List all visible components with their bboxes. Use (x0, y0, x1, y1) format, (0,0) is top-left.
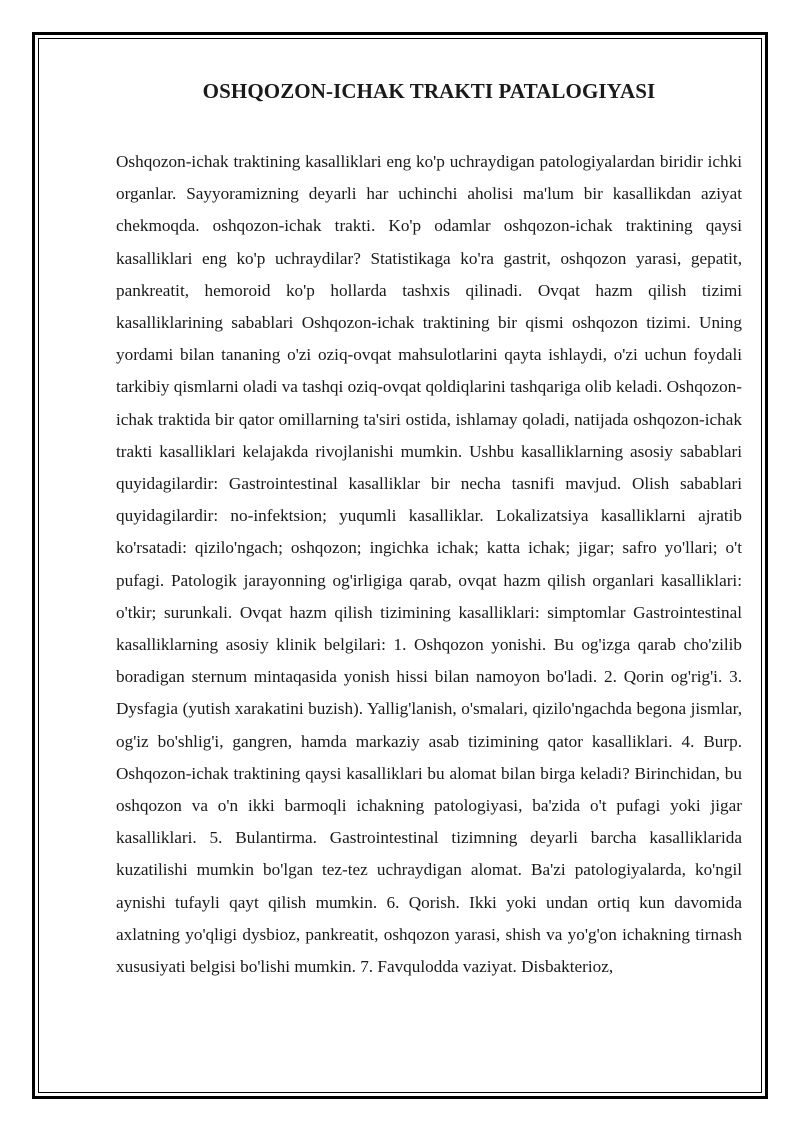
body-paragraph: Oshqozon-ichak traktining kasalliklari eng ko'p uchraydigan patologiyalardan biridir ichki organlar. Sayyoramizning deyarli har uchinchi aholisi ma'lum bir kasallikdan aziyat chekmoqda. oshqozon-ichak trakti. Ko'p odamlar oshqozon-ichak traktining qaysi kasalliklari eng ko'p uchraydilar? Statistikaga ko'ra gastrit, oshqozon yarasi, gepatit, pankreatit, hemoroid ko'p hollarda tashxis qilinadi. Ovqat hazm qilish tizimi kasalliklarining sabablari Oshqozon-ichak traktining bir qismi oshqozon tizimi. Uning yordami bilan tananing o'zi oziq-ovqat mahsulotlarini qayta ishlaydi, o'zi uchun foydali tarkibiy qismlarni oladi va tashqi oziq-ovqat qoldiqlarini tashqariga olib keladi. Oshqozon-ichak traktida bir qator omillarning ta'siri ostida, ishlamay qoladi, natijada oshqozon-ichak trakti kasalliklari kelajakda rivojlanishi mumkin. Ushbu kasalliklarning asosiy sabablari quyidagilardir: Gastrointestinal kasalliklar bir necha tasnifi mavjud. Olish sabablari quyidagilardir: no-infektsion; yuqumli kasalliklar. Lokalizatsiya kasalliklarni ajratib ko'rsatadi: qizilo'ngach; oshqozon; ingichka ichak; katta ichak; jigar; safro yo'llari; o't pufagi. Patologik jarayonning og'irligiga qarab, ovqat hazm qilish organlari kasalliklari: o'tkir; surunkali. Ovqat hazm qilish tizimining kasalliklari: simptomlar Gastrointestinal kasalliklarning asosiy klinik belgilari: 1. Oshqozon yonishi. Bu og'izga qarab cho'zilib boradigan sternum mintaqasida yonish hissi bilan namoyon bo'ladi. 2. Qorin og'rig'i. 3. Dysfagia (yutish xarakatini buzish). Yallig'lanish, o'smalari, qizilo'ngachda begona jismlar, og'iz bo'shlig'i, gangren, hamda markaziy asab tizimining qator kasalliklari. 4. Burp. Oshqozon-ichak traktining qaysi kasalliklari bu alomat bilan birga keladi? Birinchidan, bu oshqozon va o'n ikki barmoqli ichakning patologiyasi, ba'zida o't pufagi yoki jigar kasalliklari. 5. Bulantirma. Gastrointestinal tizimning deyarli barcha kasalliklarida kuzatilishi mumkin bo'lgan tez-tez uchraydigan alomat. Ba'zi patologiyalarda, ko'ngil aynishi tufayli qayt qilish mumkin. 6. Qorish. Ikki yoki undan ortiq kun davomida axlatning yo'qligi dysbioz, pankreatit, oshqozon yarasi, shish va yo'g'on ichakning tirnash xususiyati belgisi bo'lishi mumkin. 7. Favqulodda vaziyat. Disbakterioz, (116, 152, 742, 977)
document-title: OSHQOZON-ICHAK TRAKTI PATALOGIYASI (202, 79, 656, 103)
